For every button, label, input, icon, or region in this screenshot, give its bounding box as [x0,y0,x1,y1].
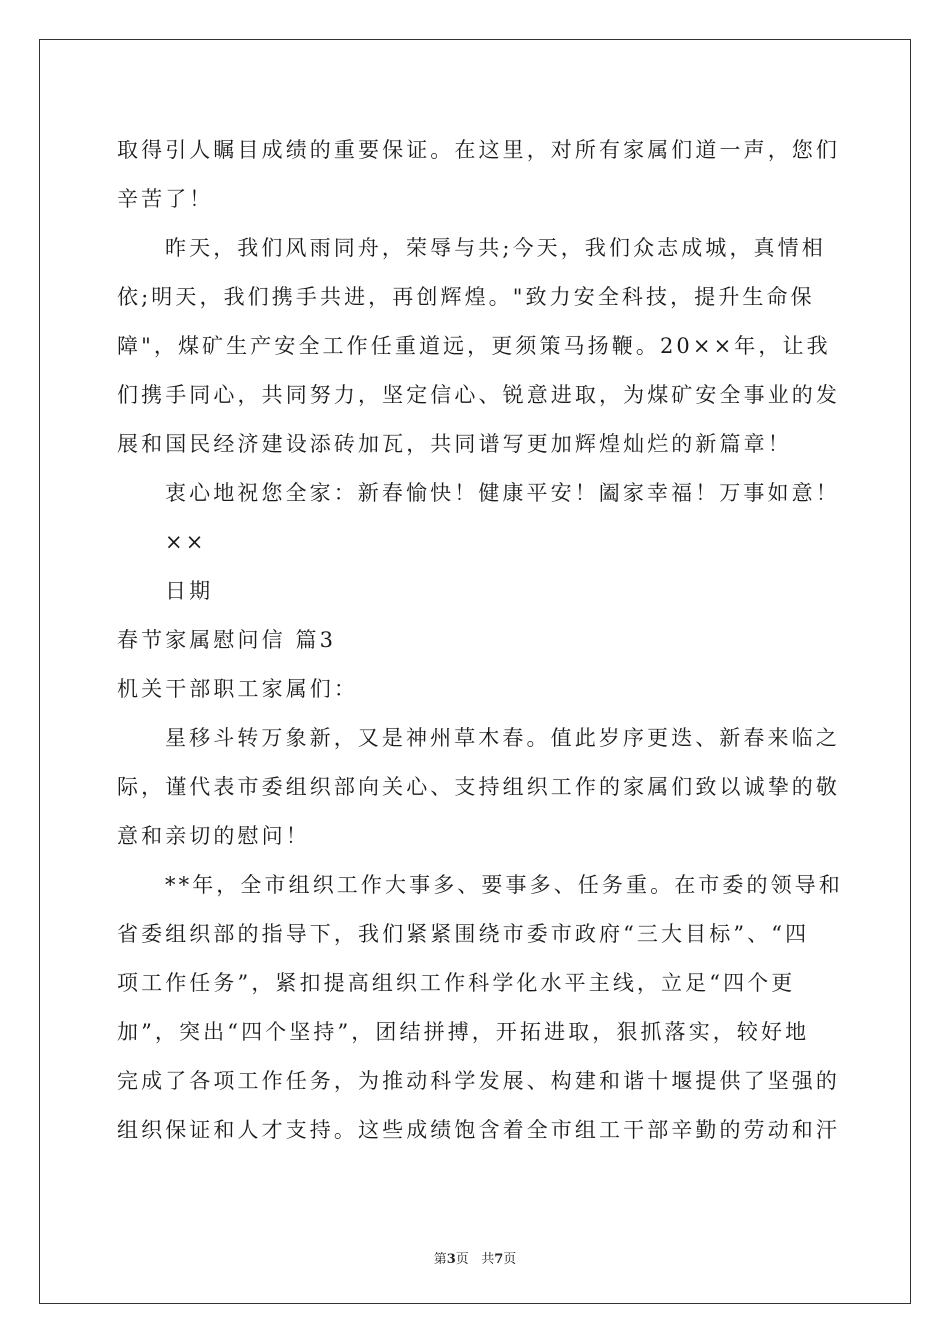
text-line-13: 星移斗转万象新，又是神州草木春。值此岁序更迭、新春来临之 [165,726,840,750]
text-line-6: 们携手同心，共同努力，坚定信心、锐意进取，为煤矿安全事业的发 [117,383,840,407]
footer-total-suffix: 页 [503,1252,517,1267]
text-line-20: 完成了各项工作任务，为推动科学发展、构建和谐十堰提供了坚强的 [117,1069,840,1093]
text-line-7: 展和国民经济建设添砖加瓦，共同谱写更加辉煌灿烂的新篇章！ [117,432,792,456]
text-line-4: 依;明天，我们携手共进，再创辉煌。"致力安全科技，提升生命保 [117,285,815,309]
text-line-14: 际，谨代表市委组织部向关心、支持组织工作的家属们致以诚挚的敬 [117,775,840,799]
text-line-18: 项工作任务”，紧扣提高组织工作科学化水平主线，立足“四个更 [117,971,796,995]
footer-total-prefix: 共 [481,1252,495,1267]
footer-total-pages: 7 [494,1252,504,1267]
date-line: 日期 [165,579,214,603]
text-line-2: 辛苦了！ [117,187,214,211]
section-heading: 春节家属慰问信 篇3 [117,628,337,652]
text-line-19: 加”，突出“四个坚持”，团结拼搏，开拓进取，狠抓落实，较好地 [117,1020,810,1044]
text-line-5: 障"，煤矿生产安全工作任重道远，更须策马扬鞭。20××年，让我 [117,334,831,358]
text-line-21: 组织保证和人才支持。这些成绩饱含着全市组工干部辛勤的劳动和汗 [117,1118,840,1142]
footer-page-suffix: 页 [455,1252,469,1267]
signature-line: ×× [165,530,207,554]
text-line-3: 昨天，我们风雨同舟，荣辱与共;今天，我们众志成城，真情相 [165,236,826,260]
text-line-15: 意和亲切的慰问！ [117,824,310,848]
footer-page-number: 3 [446,1252,456,1267]
salutation-line: 机关干部职工家属们： [117,677,358,701]
text-line-17: 省委组织部的指导下，我们紧紧围绕市委市政府“三大目标”、“四 [117,922,810,946]
greeting-line: 衷心地祝您全家：新春愉快！健康平安！阖家幸福！万事如意！ [165,481,840,505]
text-line-1: 取得引人瞩目成绩的重要保证。在这里，对所有家属们道一声，您们 [117,138,840,162]
text-line-16: **年，全市组织工作大事多、要事多、任务重。在市委的领导和 [165,873,843,897]
page-footer [0,1248,950,1267]
document-body [117,126,843,1155]
footer-prefix: 第 [433,1252,447,1267]
